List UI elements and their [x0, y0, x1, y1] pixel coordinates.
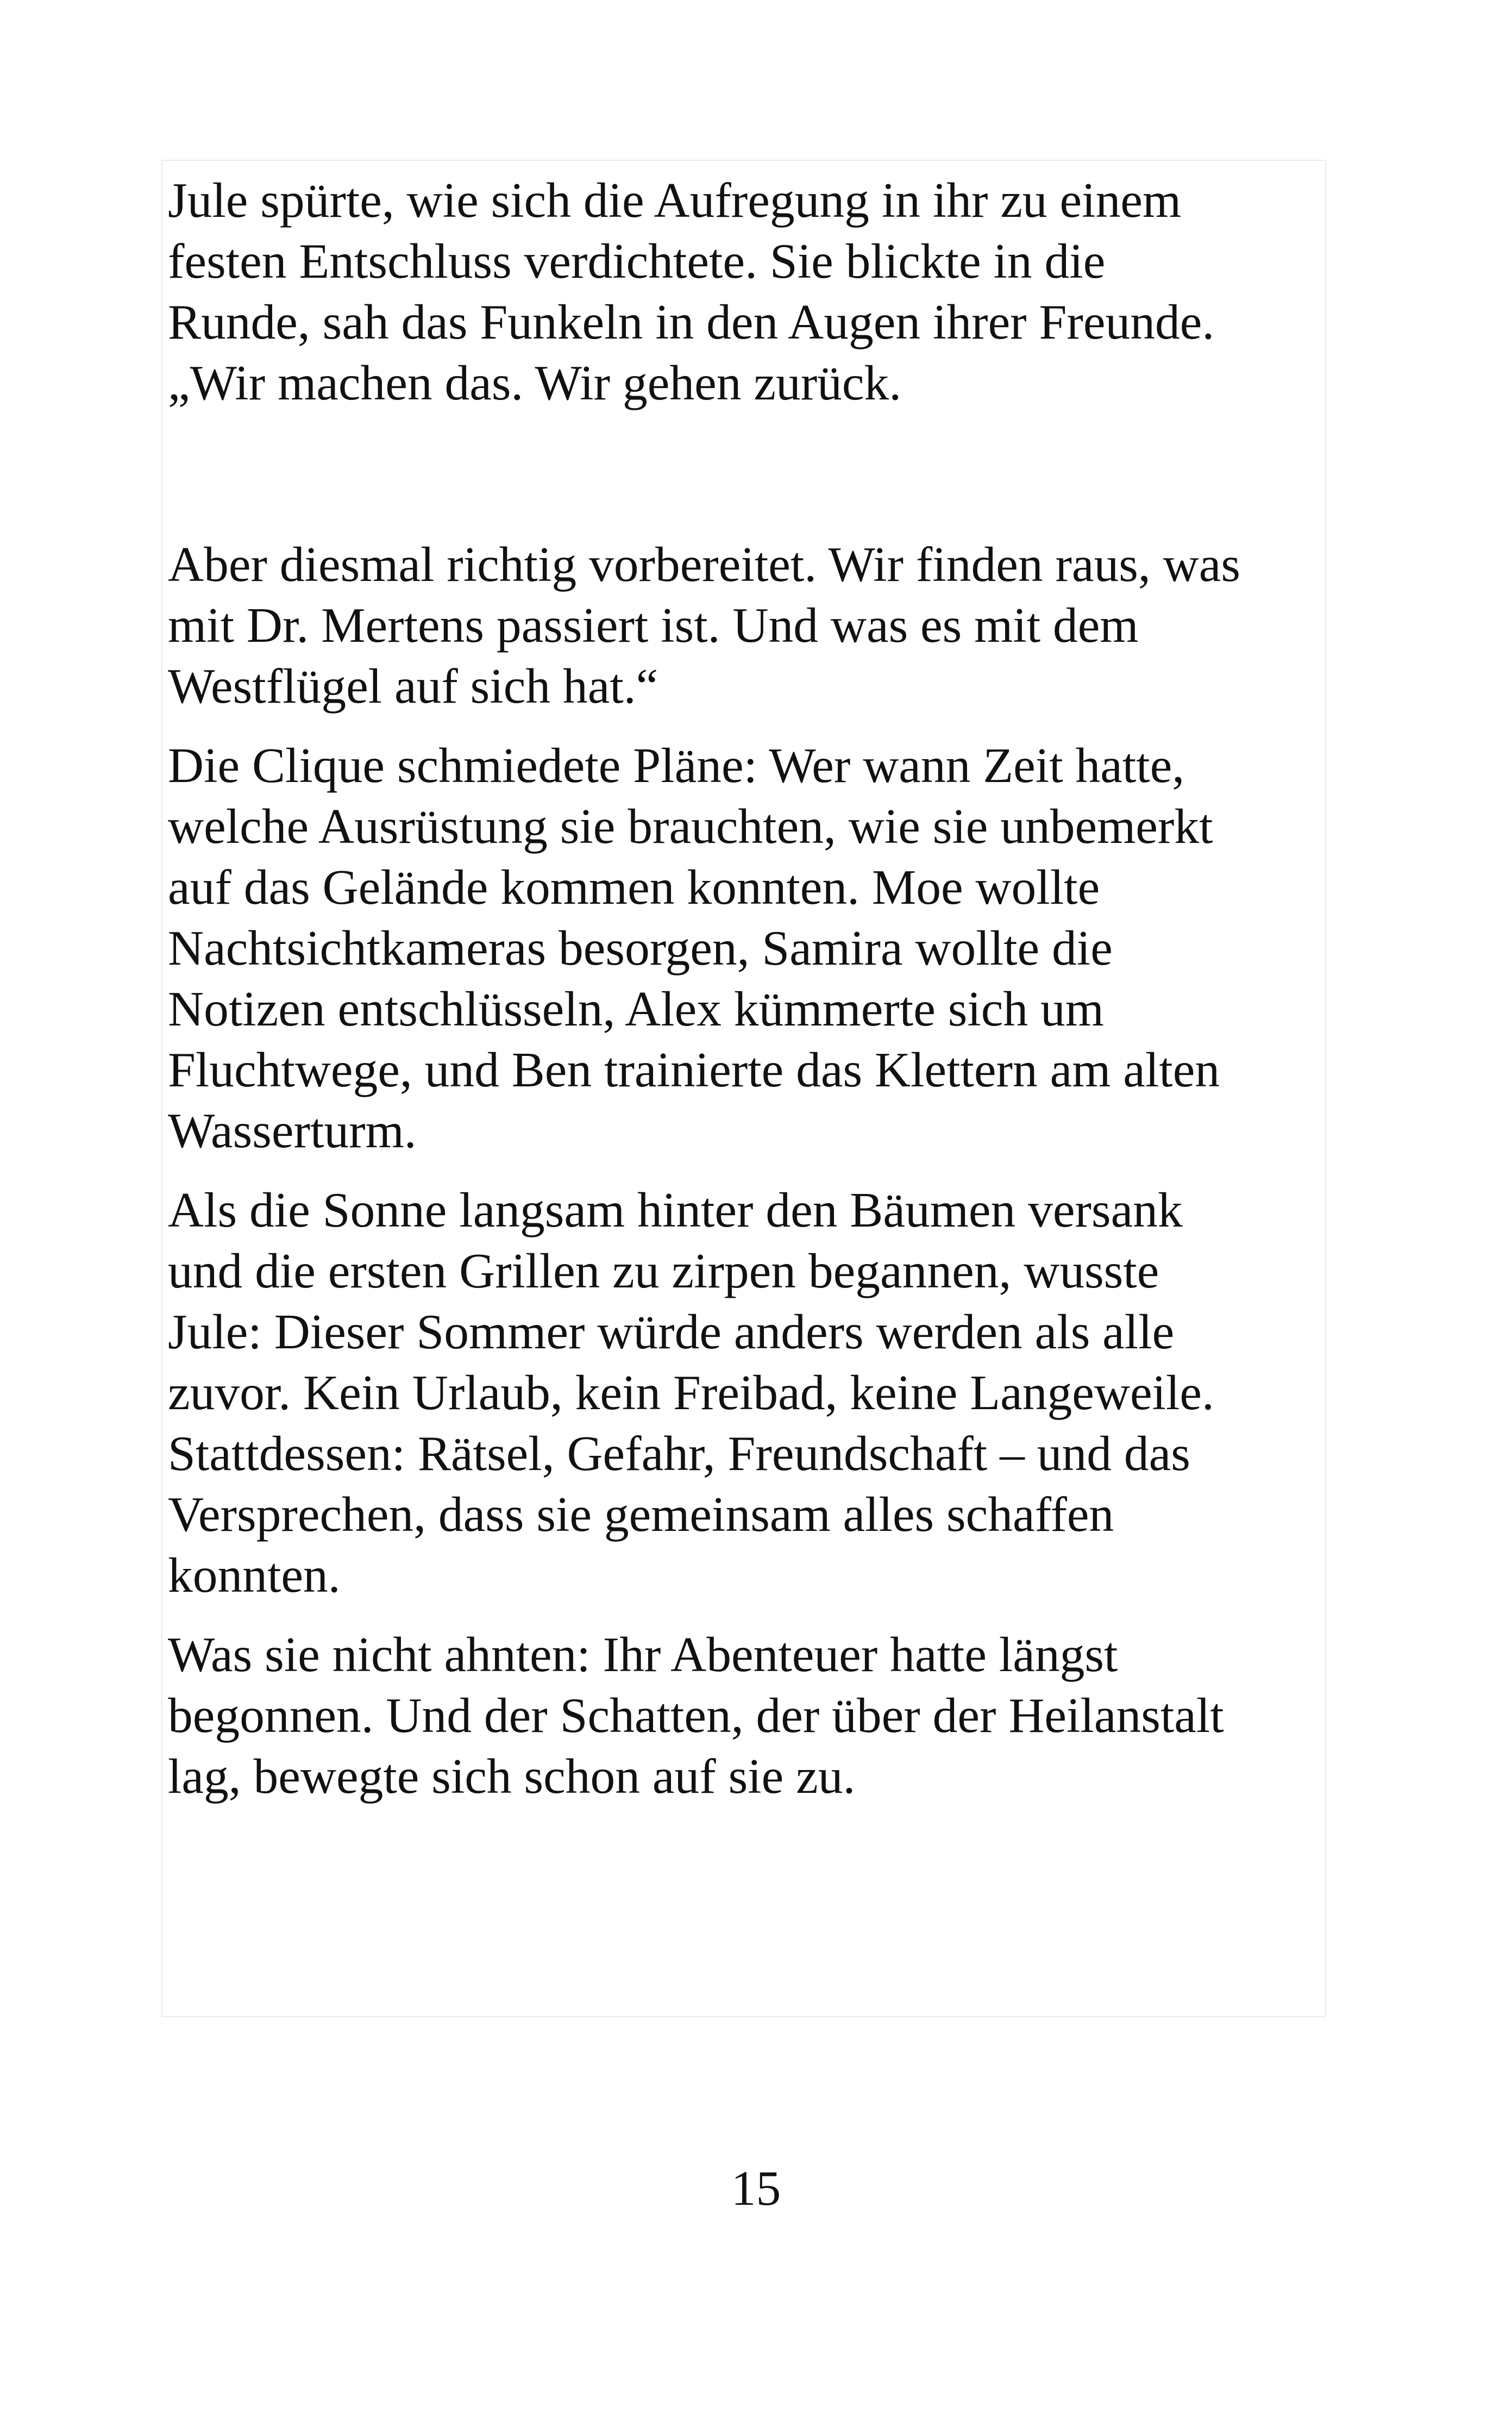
page-number: 15 — [731, 2160, 781, 2216]
paragraph: Jule spürte, wie sich die Aufregung in ihr zu einem festen Entschluss verdichtete. Sie blickte in die Runde, sah das Funkeln in den Augen ihrer Freunde. „Wir machen das. Wir gehen zurück. — [168, 172, 1215, 410]
text-frame — [161, 160, 1326, 2017]
paragraph: Aber diesmal richtig vorbereitet. Wir finden raus, was mit Dr. Mertens passiert ist. Und was es mit dem Westflügel auf sich hat.“ — [168, 536, 1240, 714]
paragraph: Was sie nicht ahnten: Ihr Abenteuer hatte längst begonnen. Und der Schatten, der über der Heilanstalt lag, bewegte sich schon auf sie zu. — [168, 1627, 1224, 1804]
paragraph: Als die Sonne langsam hinter den Bäumen versank und die ersten Grillen zu zirpen begannen, wusste Jule: Dieser Sommer würde anders werden als alle zuvor. Kein Urlaub, kein Freibad, keine Langeweile. Stattdessen: Rätsel, Gefahr, Freundschaft – und das Versprechen, dass sie gemeinsam alles schaffen konnten. — [168, 1182, 1214, 1603]
paragraph: Die Clique schmiedete Pläne: Wer wann Zeit hatte, welche Ausrüstung sie brauchten, wie sie unbemerkt auf das Gelände kommen konnten. Moe wollte Nachtsichtkameras besorgen, Samira wollte die Notizen entschlüsseln, Alex kümmerte sich um Fluchtwege, und Ben trainierte das Klettern am alten Wasserturm. — [168, 737, 1220, 1158]
